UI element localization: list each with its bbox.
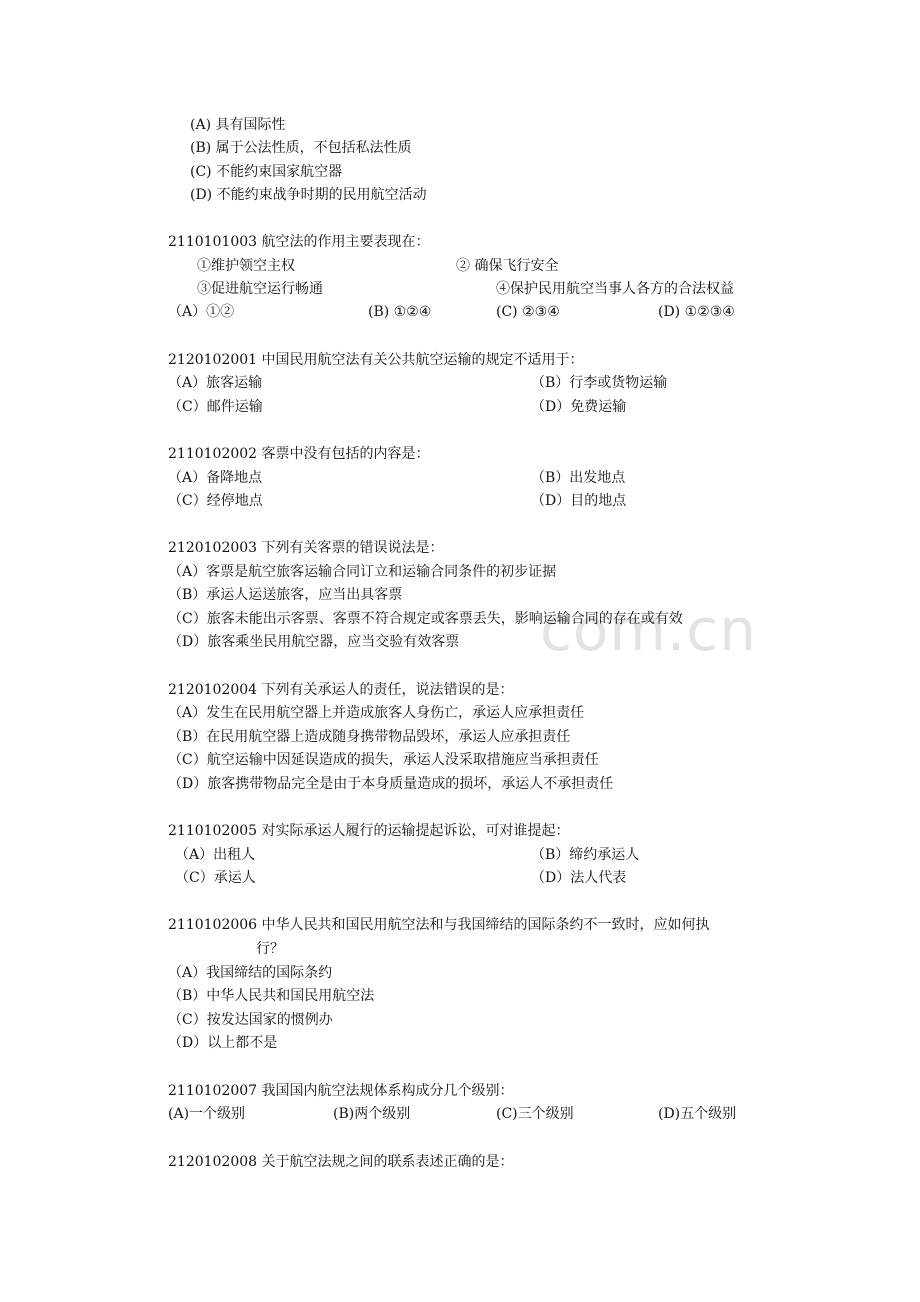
option-b: （B）出发地点 [531,470,626,486]
option-d: （D）免费运输 [531,399,627,415]
option-c: (C) ②③④ [496,304,560,320]
option-b: （B）缔约承运人 [531,847,640,863]
option-a: （A）备降地点 [168,470,263,486]
option-c: (C) 不能约束国家航空器 [190,164,343,180]
option-b: (B) 属于公法性质，不包括私法性质 [190,140,412,156]
option-d: （D）以上都不是 [168,1035,278,1051]
option-a: （A）①② [168,304,235,320]
option-a: （A）我国缔结的国际条约 [168,965,333,981]
option-d: （D）旅客携带物品完全是由于本身质量造成的损坏，承运人不承担责任 [168,776,614,792]
question-stem: 2110102007 我国国内航空法规体系构成分几个级别： [168,1083,514,1099]
watermark: com.cn [540,596,757,664]
option-c: （C）承运人 [175,870,256,886]
question-stem-continuation: 行？ [256,941,284,957]
option-d: （D）旅客乘坐民用航空器，应当交验有效客票 [168,634,460,650]
question-stem: 2110102002 客票中没有包括的内容是： [168,446,430,462]
question-stem: 2120102003 下列有关客票的错误说法是： [168,540,444,556]
option-d: (D) 不能约束战争时期的民用航空活动 [190,187,427,203]
statement-item: ② 确保飞行安全 [456,258,559,274]
option-a: （A）出租人 [175,847,256,863]
statement-item: ③促进航空运行畅通 [197,281,323,297]
option-b: （B）承运人运送旅客，应当出具客票 [168,587,403,603]
question-stem: 2120102004 下列有关承运人的责任，说法错误的是： [168,682,514,698]
option-c: （C）经停地点 [168,493,263,509]
option-c: (C)三个级别 [496,1106,574,1122]
option-b: (B)两个级别 [333,1106,411,1122]
option-c: （C）按发达国家的惯例办 [168,1012,333,1028]
question-stem: 2120102001 中国民用航空法有关公共航空运输的规定不适用于： [168,352,584,368]
statement-item: ④保护民用航空当事人各方的合法权益 [496,281,734,297]
option-b: （B）中华人民共和国民用航空法 [168,988,375,1004]
option-a: （A）旅客运输 [168,375,263,391]
question-stem: 2110101003 航空法的作用主要表现在： [168,234,430,250]
option-c: （C）旅客未能出示客票、客票不符合规定或客票丢失，影响运输合同的存在或有效 [168,611,683,627]
option-b: (B) ①②④ [368,304,432,320]
option-a: （A）客票是航空旅客运输合同订立和运输合同条件的初步证据 [168,564,557,580]
option-a: (A) 具有国际性 [190,117,286,133]
statement-item: ①维护领空主权 [197,258,295,274]
option-b: （B）在民用航空器上造成随身携带物品毁坏，承运人应承担责任 [168,729,571,745]
option-c: （C）航空运输中因延误造成的损失，承运人没采取措施应当承担责任 [168,752,599,768]
option-a: (A)一个级别 [168,1106,246,1122]
question-stem: 2110102005 对实际承运人履行的运输提起诉讼，可对谁提起： [168,823,570,839]
option-d: (D)五个级别 [658,1106,737,1122]
question-stem: 2110102006 中华人民共和国民用航空法和与我国缔结的国际条约不一致时，应如何执 [168,917,710,933]
option-b: （B）行李或货物运输 [531,375,668,391]
option-d: （D）目的地点 [531,493,627,509]
option-c: （C）邮件运输 [168,399,263,415]
option-d: (D) ①②③④ [658,304,735,320]
question-stem: 2120102008 关于航空法规之间的联系表述正确的是： [168,1154,514,1170]
option-a: （A）发生在民用航空器上并造成旅客人身伤亡，承运人应承担责任 [168,705,585,721]
option-d: （D）法人代表 [531,870,627,886]
